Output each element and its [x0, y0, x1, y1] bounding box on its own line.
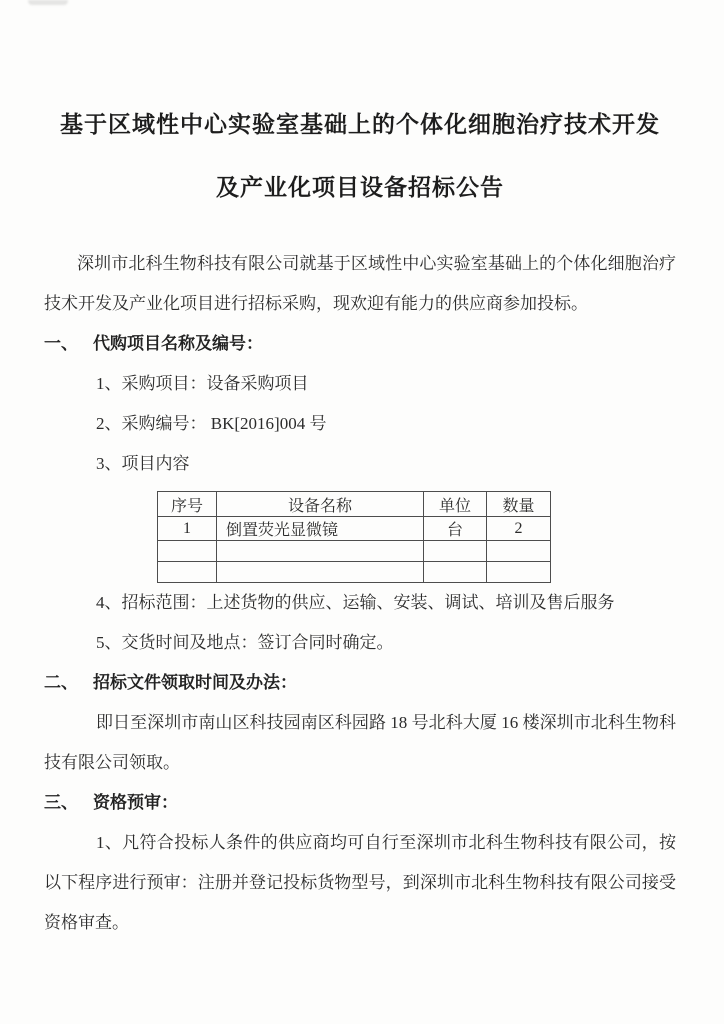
table-header-unit: 单位 — [424, 492, 487, 517]
section-3-marker: 三、 — [44, 793, 78, 812]
section-3-heading — [44, 783, 676, 823]
equipment-table-body — [158, 517, 551, 583]
item-bid-scope: 4、招标范围：上述货物的供应、运输、安装、调试、培训及售后服务 — [96, 593, 615, 612]
equipment-table-header — [158, 492, 551, 517]
intro-paragraph: 深圳市北科生物科技有限公司就基于区域性中心实验室基础上的个体化细胞治疗技术开发及产业化项目进行招标采购，现欢迎有能力的供应商参加投标。 — [44, 254, 676, 313]
equipment-table — [157, 491, 551, 583]
cell-quantity: 2 — [487, 517, 551, 541]
item-procurement-number: 2、采购编号： BK[2016]004 号 — [96, 414, 327, 433]
section-2-heading — [44, 663, 676, 703]
table-header-quantity: 数量 — [487, 492, 551, 517]
cell-index: 1 — [158, 517, 217, 541]
cell-unit — [424, 562, 487, 583]
item-delivery-time: 5、交货时间及地点：签订合同时确定。 — [96, 633, 394, 652]
section-1-title: 代购项目名称及编号： — [93, 334, 263, 353]
section-2-body: 即日至深圳市南山区科技园南区科园路 18 号北科大厦 16 楼深圳市北科生物科技有限公司领取。 — [44, 713, 676, 772]
cell-unit — [424, 541, 487, 562]
scan-artifact — [28, 0, 68, 5]
item-procurement-project: 1、采购项目：设备采购项目 — [96, 374, 309, 393]
title-line-1: 基于区域性中心实验室基础上的个体化细胞治疗技术开发 — [60, 112, 660, 137]
section-1-marker: 一、 — [44, 334, 78, 353]
table-row — [158, 517, 551, 541]
cell-unit: 台 — [424, 517, 487, 541]
section-3-body: 1、凡符合投标人条件的供应商均可自行至深圳市北科生物科技有限公司，按以下程序进行预审：注册并登记投标货物型号，到深圳市北科生物科技有限公司接受资格审查。 — [44, 833, 676, 932]
cell-quantity — [487, 541, 551, 562]
title-line-2: 及产业化项目设备招标公告 — [216, 175, 504, 200]
cell-index — [158, 541, 217, 562]
document-title — [44, 110, 676, 203]
cell-quantity — [487, 562, 551, 583]
item-project-content: 3、项目内容 — [96, 454, 190, 473]
section-1-heading — [44, 324, 676, 364]
table-row — [158, 562, 551, 583]
table-header-index: 序号 — [158, 492, 217, 517]
section-2-marker: 二、 — [44, 673, 78, 692]
table-header-row — [158, 492, 551, 517]
cell-equipment-name — [217, 562, 424, 583]
table-row — [158, 541, 551, 562]
table-header-equipment-name: 设备名称 — [217, 492, 424, 517]
section-2-title: 招标文件领取时间及办法： — [93, 673, 297, 692]
cell-index — [158, 562, 217, 583]
section-3-title: 资格预审： — [93, 793, 178, 812]
cell-equipment-name — [217, 541, 424, 562]
cell-equipment-name: 倒置荧光显微镜 — [217, 517, 424, 541]
